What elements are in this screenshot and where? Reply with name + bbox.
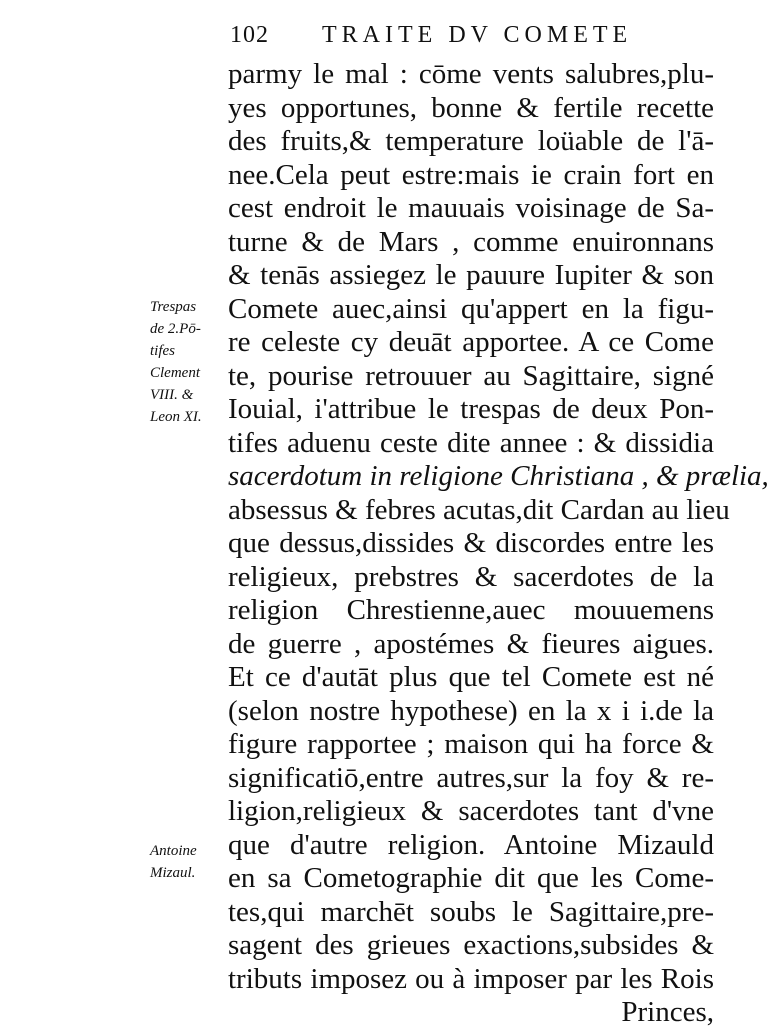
text-line: parmy le mal : cōme vents salubres,plu-	[228, 58, 714, 90]
margin-note-line: Trespas	[150, 299, 197, 315]
text-line: tributs imposez ou à imposer par les Rois	[228, 962, 714, 995]
margin-note-line: Antoine	[150, 843, 197, 859]
margin-note-line: tifes	[150, 343, 175, 359]
margin-note-line: de 2.Pō-	[150, 321, 201, 337]
text-line: figure rapportee ; maison qui ha force &	[228, 728, 714, 760]
page-header	[230, 22, 710, 58]
margin-note-mizaul	[150, 840, 222, 884]
text-line-italic: sacerdotum in religione Christiana , & prælia,	[228, 460, 769, 492]
text-line: des fruits,& temperature loüable de l'ā-	[228, 125, 714, 157]
text-line: de guerre , apostémes & fieures aigues.	[228, 627, 714, 660]
page-number: 102	[230, 22, 269, 48]
text-line: sagent des grieues exactions,subsides &	[228, 929, 714, 961]
text-line: ligion,religieux & sacerdotes tant d'vne	[228, 795, 714, 827]
text-line: yes opportunes, bonne & fertile recette	[228, 91, 714, 124]
text-line: absessus & febres acutas,dit Cardan au lieu	[228, 493, 730, 526]
text-line: tes,qui marchēt soubs le Sagittaire,pre-	[228, 895, 714, 928]
catchword: Princes,	[621, 996, 714, 1028]
text-line: te, pourise retrouuer au Sagittaire, signé	[228, 359, 714, 392]
text-line: tifes aduenu ceste dite annee : & dissidia	[228, 426, 714, 459]
text-line: (selon nostre hypothese) en la x i i.de la	[228, 694, 714, 727]
text-line: Et ce d'autāt plus que tel Comete est né	[228, 661, 714, 693]
text-line: & tenās assiegez le pauure Iupiter & son	[228, 259, 714, 291]
margin-note-line: Leon XI.	[150, 409, 202, 425]
text-line: que d'autre religion. Antoine Mizauld	[228, 828, 714, 861]
margin-note-line: Mizaul.	[150, 865, 196, 881]
main-text-block	[228, 58, 769, 1030]
text-line: nee.Cela peut estre:mais ie crain fort en	[228, 158, 714, 191]
text-line: significatiō,entre autres,sur la foy & re-	[228, 761, 714, 794]
text-line: Comete auec,ainsi qu'appert en la figu-	[228, 292, 714, 325]
text-line: Iouial, i'attribue le trespas de deux Pon-	[228, 393, 714, 425]
margin-note-line: VIII. &	[150, 387, 194, 403]
text-line: en sa Cometographie dit que les Come-	[228, 862, 714, 894]
text-line: que dessus,dissides & discordes entre les	[228, 527, 714, 559]
text-line: turne & de Mars , comme enuironnans	[228, 225, 714, 258]
text-line: re celeste cy deuāt apportee. A ce Come	[228, 326, 714, 358]
text-line: cest endroit le mauuais voisinage de Sa-	[228, 192, 714, 224]
running-title: TRAITE DV COMETE	[322, 22, 633, 48]
margin-note-trespas	[150, 296, 222, 428]
text-line: religieux, prebstres & sacerdotes de la	[228, 560, 714, 593]
margin-note-line: Clement	[150, 365, 200, 381]
text-line: religion Chrestienne,auec mouuemens	[228, 594, 714, 626]
